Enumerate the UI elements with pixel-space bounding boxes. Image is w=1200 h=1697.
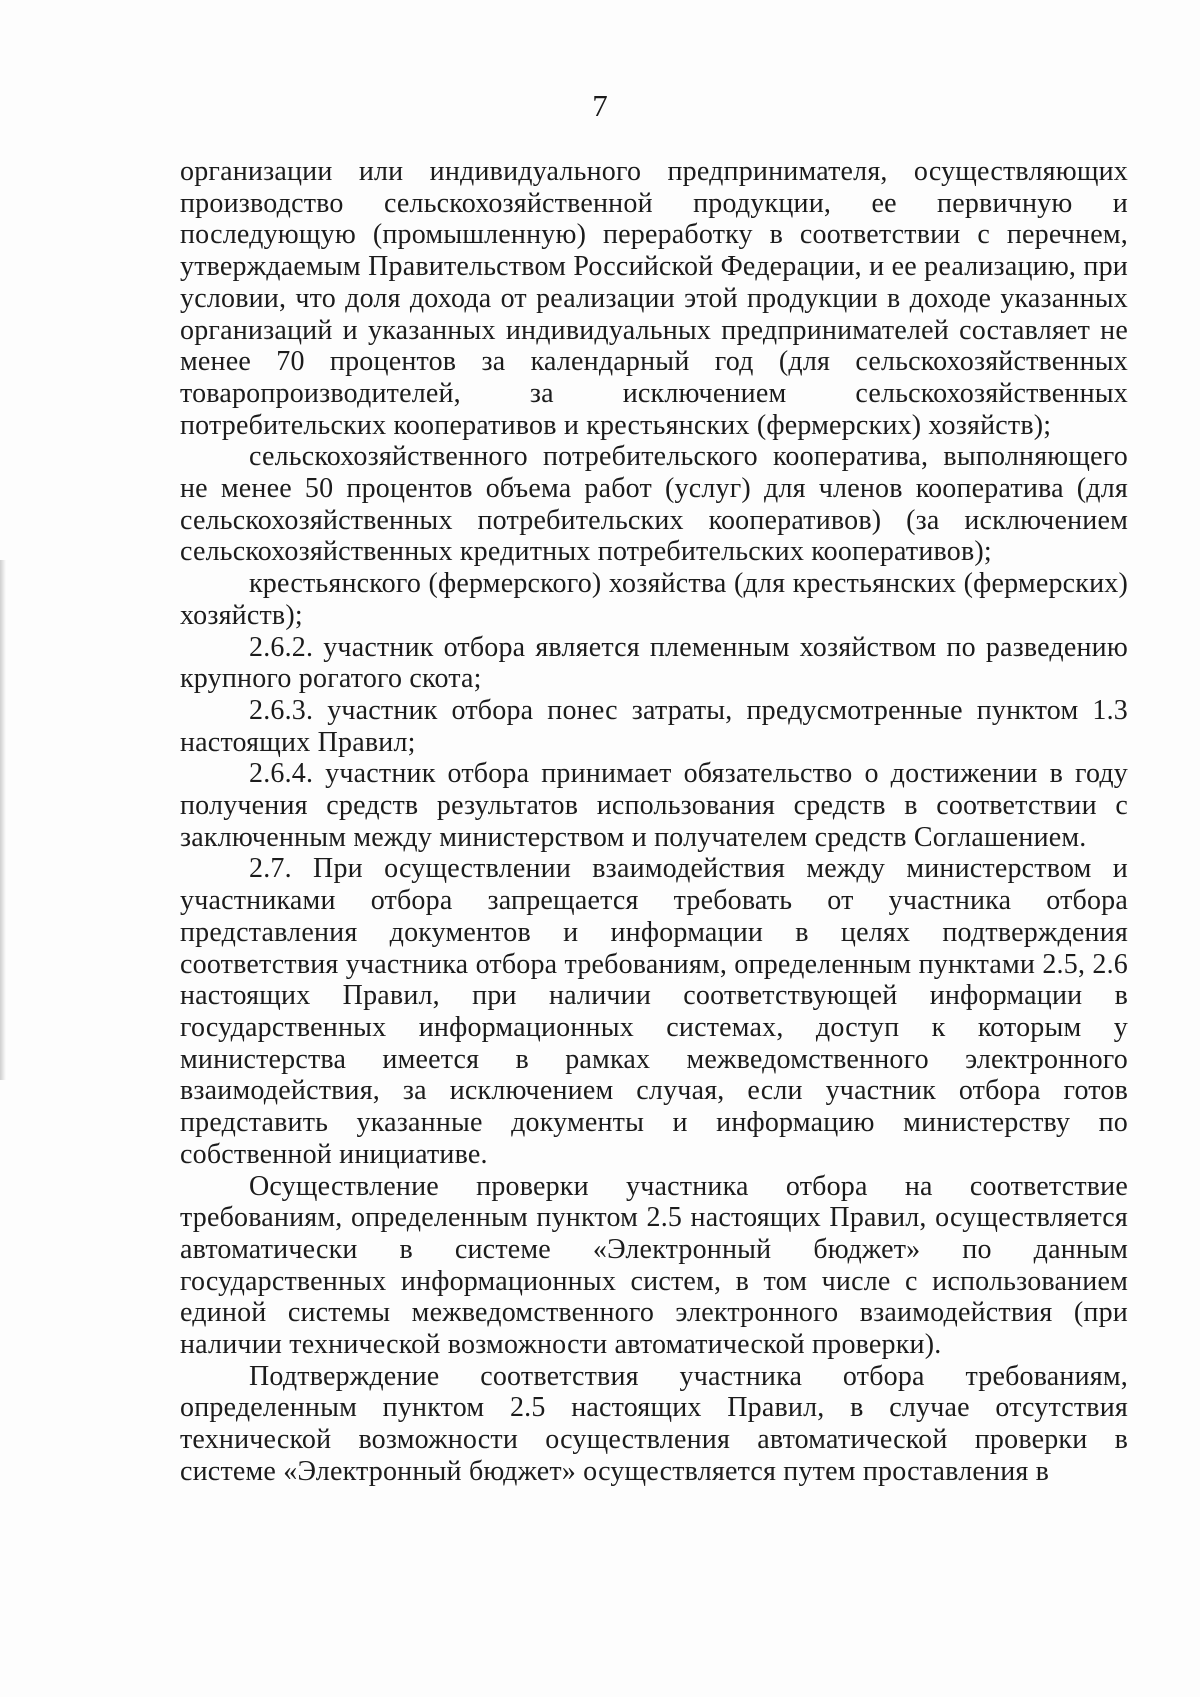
paragraph-confirmation: Подтверждение соответствия участника отбора требованиям, определенным пунктом 2.5 настоящих Правил, в случае отсутствия технической возможности осуществления автоматической проверки в системе «Электронный бюджет» осуществляется путем проставления в [180, 1360, 1128, 1487]
scan-edge-shadow [0, 560, 6, 1080]
paragraph-farm-criteria: крестьянского (фермерского) хозяйства (для крестьянских (фермерских) хозяйств); [180, 568, 1128, 631]
paragraph-2-7: 2.7. При осуществлении взаимодействия между министерством и участниками отбора запрещается требовать от участника отбора представления документов и информации в целях подтверждения соответствия участника отбора требованиям, определенным пунктами 2.5, 2.6 настоящих Правил, при наличии соответствующей информации в государственных информационных системах, доступ к которым у министерства имеется в рамках межведомственного электронного взаимодействия, за исключением случая, если участник отбора готов представить указанные документы и информацию министерству по собственной инициативе. [180, 853, 1128, 1170]
paragraph-2-6-2: 2.6.2. участник отбора является племенным хозяйством по разведению крупного рогатого скота; [180, 631, 1128, 695]
paragraph-2-6-4: 2.6.4. участник отбора принимает обязательство о достижении в году получения средств результатов использования средств в соответствии с заключенным между министерством и получателем средств Соглашением. [180, 758, 1128, 853]
paragraph-cooperative-criteria: сельскохозяйственного потребительского кооператива, выполняющего не менее 50 процентов объема работ (услуг) для членов кооператива (для сельскохозяйственных потребительских кооперативов) (за исключением сельскохозяйственных кредитных потребительских кооперативов); [180, 441, 1128, 568]
paragraph-automatic-check: Осуществление проверки участника отбора на соответствие требованиям, определенным пунктом 2.5 настоящих Правил, осуществляется автоматически в системе «Электронный бюджет» по данным государственных информационных систем, в том числе с использованием единой системы межведомственного электронного взаимодействия (при наличии технической возможности автоматической проверки). [180, 1170, 1128, 1361]
document-body [180, 156, 1128, 1488]
page-number: 7 [592, 88, 608, 123]
paragraph-producer-criteria: организации или индивидуального предпринимателя, осуществляющих производство сельскохозяйственной продукции, ее первичную и последующую (промышленную) переработку в соответствии с перечнем, утверждаемым Правительством Российской Федерации, и ее реализацию, при условии, что доля дохода от реализации этой продукции в доходе указанных организаций и указанных индивидуальных предпринимателей составляет не менее 70 процентов за календарный год (для сельскохозяйственных товаропроизводителей, за исключением сельскохозяйственных потребительских кооперативов и крестьянских (фермерских) хозяйств); [180, 156, 1128, 441]
paragraph-2-6-3: 2.6.3. участник отбора понес затраты, предусмотренные пунктом 1.3 настоящих Правил; [180, 694, 1128, 758]
